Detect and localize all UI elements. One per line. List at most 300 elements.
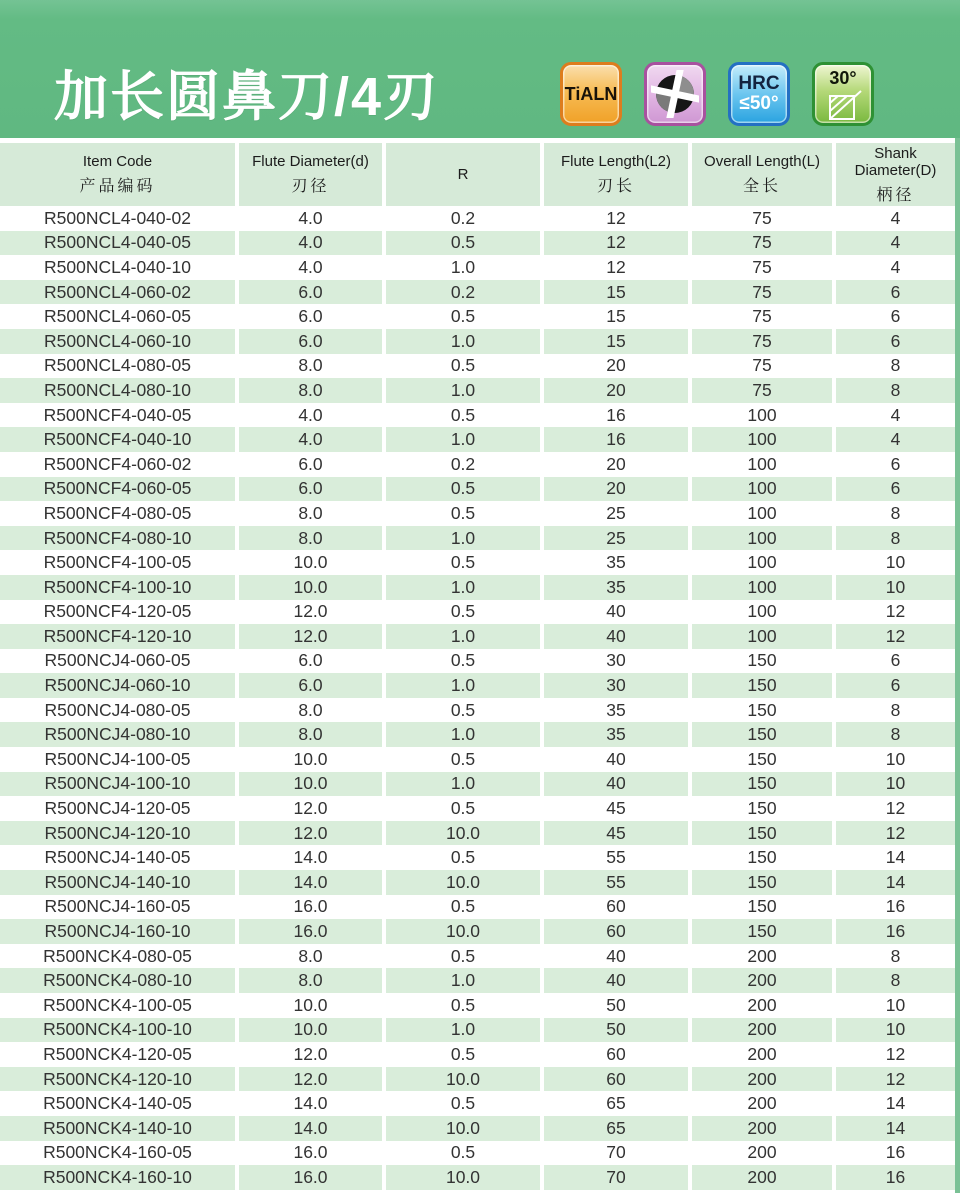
flute-diameter-cell: 16.0 bbox=[237, 895, 384, 920]
shank-diameter-cell: 6 bbox=[834, 452, 955, 477]
item-code-cell: R500NCJ4-080-05 bbox=[44, 699, 191, 720]
table-row bbox=[0, 526, 955, 551]
flute-length-cell: 35 bbox=[542, 575, 690, 600]
hardness-value: ≤50° bbox=[739, 93, 779, 114]
shank-diameter-cell: 6 bbox=[834, 280, 955, 305]
overall-length-cell: 100 bbox=[690, 477, 834, 502]
page-title: 加长圆鼻刀/4刃 bbox=[54, 67, 440, 128]
table-row bbox=[0, 673, 955, 698]
r-cell: 0.5 bbox=[384, 501, 542, 526]
flute-length-cell: 16 bbox=[542, 427, 690, 452]
flute-length-cell: 25 bbox=[542, 501, 690, 526]
r-cell: 10.0 bbox=[384, 870, 542, 895]
shank-diameter-cell: 10 bbox=[834, 993, 955, 1018]
shank-diameter-cell: 14 bbox=[834, 1116, 955, 1141]
table-row bbox=[0, 1116, 955, 1141]
overall-length-cell: 200 bbox=[690, 1042, 834, 1067]
col-header-r: R bbox=[384, 143, 542, 206]
shank-diameter-cell: 10 bbox=[834, 772, 955, 797]
shank-diameter-cell: 8 bbox=[834, 378, 955, 403]
flute-length-cell: 60 bbox=[542, 1042, 690, 1067]
table-row bbox=[0, 600, 955, 625]
item-code-cell: R500NCK4-120-10 bbox=[0, 1067, 237, 1092]
shank-diameter-cell: 12 bbox=[834, 624, 955, 649]
table-row bbox=[0, 747, 955, 772]
page-banner bbox=[0, 0, 960, 138]
flute-length-cell: 55 bbox=[542, 870, 690, 895]
r-cell: 1.0 bbox=[384, 968, 542, 993]
flute-diameter-cell: 8.0 bbox=[237, 944, 384, 969]
badge-hardness bbox=[728, 62, 790, 126]
shank-diameter-cell: 16 bbox=[834, 895, 955, 920]
item-code-cell: R500NCK4-140-05 bbox=[43, 1093, 192, 1114]
flute-diameter-cell: 8.0 bbox=[237, 526, 384, 551]
overall-length-cell: 100 bbox=[690, 600, 834, 625]
overall-length-cell: 150 bbox=[690, 870, 834, 895]
flute-diameter-cell: 4.0 bbox=[237, 403, 384, 428]
shank-diameter-cell: 8 bbox=[834, 354, 955, 379]
overall-length-cell: 100 bbox=[690, 526, 834, 551]
shank-diameter-cell: 4 bbox=[834, 403, 955, 428]
r-cell: 10.0 bbox=[384, 1067, 542, 1092]
flute-length-cell: 35 bbox=[542, 722, 690, 747]
flute-diameter-cell: 6.0 bbox=[237, 673, 384, 698]
table-row bbox=[0, 821, 955, 846]
four-flute-cross-icon bbox=[651, 70, 699, 118]
item-code-cell: R500NCJ4-080-10 bbox=[0, 722, 237, 747]
item-code-cell: R500NCJ4-140-05 bbox=[44, 847, 191, 868]
overall-length-cell: 100 bbox=[690, 452, 834, 477]
table-row bbox=[0, 354, 955, 379]
r-cell: 1.0 bbox=[384, 329, 542, 354]
flute-diameter-cell: 12.0 bbox=[237, 821, 384, 846]
r-cell: 1.0 bbox=[384, 673, 542, 698]
table-row bbox=[0, 378, 955, 403]
r-cell: 0.5 bbox=[384, 403, 542, 428]
item-code-cell: R500NCJ4-120-05 bbox=[44, 798, 191, 819]
table-row bbox=[0, 1018, 955, 1043]
item-code-cell: R500NCL4-060-10 bbox=[0, 329, 237, 354]
flute-length-cell: 40 bbox=[542, 772, 690, 797]
flute-length-cell: 15 bbox=[542, 280, 690, 305]
badge-row bbox=[560, 62, 874, 126]
table-row bbox=[0, 452, 955, 477]
flute-length-cell: 60 bbox=[542, 919, 690, 944]
item-code-cell: R500NCK4-120-05 bbox=[43, 1043, 192, 1064]
shank-diameter-cell: 6 bbox=[834, 673, 955, 698]
flute-diameter-cell: 14.0 bbox=[237, 1091, 384, 1116]
overall-length-cell: 75 bbox=[690, 354, 834, 379]
r-cell: 1.0 bbox=[384, 722, 542, 747]
r-cell: 0.5 bbox=[384, 895, 542, 920]
header-row bbox=[0, 143, 955, 206]
shank-diameter-cell: 12 bbox=[834, 600, 955, 625]
col-header-item-code: Item Code 产品编码 bbox=[0, 143, 237, 206]
overall-length-cell: 200 bbox=[690, 944, 834, 969]
col-header-overall-length: Overall Length(L) 全长 bbox=[690, 143, 834, 206]
item-code-cell: R500NCJ4-100-10 bbox=[0, 772, 237, 797]
r-cell: 1.0 bbox=[384, 1018, 542, 1043]
table-row bbox=[0, 427, 955, 452]
overall-length-cell: 150 bbox=[690, 747, 834, 772]
flute-diameter-cell: 14.0 bbox=[237, 1116, 384, 1141]
item-code-cell: R500NCK4-160-10 bbox=[0, 1165, 237, 1190]
r-cell: 0.2 bbox=[384, 206, 542, 231]
r-cell: 1.0 bbox=[384, 575, 542, 600]
item-code-cell: R500NCF4-120-10 bbox=[0, 624, 237, 649]
overall-length-cell: 75 bbox=[690, 329, 834, 354]
hardness-label: HRC bbox=[738, 73, 780, 95]
item-code-cell: R500NCJ4-060-10 bbox=[0, 673, 237, 698]
shank-diameter-cell: 8 bbox=[834, 698, 955, 723]
item-code-cell: R500NCF4-120-05 bbox=[43, 601, 192, 622]
table-row bbox=[0, 1165, 955, 1190]
r-cell: 10.0 bbox=[384, 821, 542, 846]
r-cell: 0.5 bbox=[384, 698, 542, 723]
overall-length-cell: 100 bbox=[690, 427, 834, 452]
flute-length-cell: 40 bbox=[542, 600, 690, 625]
overall-length-cell: 100 bbox=[690, 575, 834, 600]
overall-length-cell: 200 bbox=[690, 993, 834, 1018]
shank-diameter-cell: 14 bbox=[834, 870, 955, 895]
flute-length-cell: 65 bbox=[542, 1091, 690, 1116]
r-cell: 0.5 bbox=[384, 550, 542, 575]
shank-diameter-cell: 16 bbox=[834, 1141, 955, 1166]
table-row bbox=[0, 649, 955, 674]
r-cell: 0.5 bbox=[384, 1042, 542, 1067]
overall-length-cell: 100 bbox=[690, 403, 834, 428]
r-cell: 0.5 bbox=[384, 796, 542, 821]
flute-length-cell: 25 bbox=[542, 526, 690, 551]
spec-table-wrap bbox=[0, 143, 960, 1190]
shank-diameter-cell: 12 bbox=[834, 796, 955, 821]
item-code-cell: R500NCK4-100-05 bbox=[43, 994, 192, 1015]
shank-diameter-cell: 6 bbox=[834, 329, 955, 354]
flute-length-cell: 50 bbox=[542, 1018, 690, 1043]
shank-diameter-cell: 8 bbox=[834, 722, 955, 747]
table-row bbox=[0, 845, 955, 870]
overall-length-cell: 150 bbox=[690, 919, 834, 944]
flute-diameter-cell: 12.0 bbox=[237, 624, 384, 649]
flute-diameter-cell: 12.0 bbox=[237, 1042, 384, 1067]
shank-diameter-cell: 4 bbox=[834, 231, 955, 256]
item-code-cell: R500NCJ4-160-10 bbox=[0, 919, 237, 944]
table-row bbox=[0, 919, 955, 944]
r-cell: 10.0 bbox=[384, 1165, 542, 1190]
flute-length-cell: 30 bbox=[542, 673, 690, 698]
overall-length-cell: 100 bbox=[690, 624, 834, 649]
overall-length-cell: 150 bbox=[690, 698, 834, 723]
overall-length-cell: 75 bbox=[690, 304, 834, 329]
item-code-cell: R500NCF4-060-02 bbox=[43, 453, 192, 474]
item-code-cell: R500NCJ4-060-05 bbox=[44, 650, 191, 671]
item-code-cell: R500NCK4-080-10 bbox=[0, 968, 237, 993]
r-cell: 0.5 bbox=[384, 304, 542, 329]
item-code-cell: R500NCJ4-100-05 bbox=[44, 748, 191, 769]
flute-diameter-cell: 8.0 bbox=[237, 378, 384, 403]
flute-length-cell: 35 bbox=[542, 698, 690, 723]
shank-diameter-cell: 10 bbox=[834, 1018, 955, 1043]
flute-diameter-cell: 10.0 bbox=[237, 1018, 384, 1043]
item-code-cell: R500NCF4-040-05 bbox=[43, 404, 192, 425]
item-code-cell: R500NCF4-080-10 bbox=[0, 526, 237, 551]
r-cell: 1.0 bbox=[384, 624, 542, 649]
shank-diameter-cell: 8 bbox=[834, 944, 955, 969]
flute-diameter-cell: 8.0 bbox=[237, 354, 384, 379]
flute-length-cell: 55 bbox=[542, 845, 690, 870]
item-code-cell: R500NCF4-040-10 bbox=[0, 427, 237, 452]
flute-length-cell: 12 bbox=[542, 231, 690, 256]
shank-diameter-cell: 4 bbox=[834, 206, 955, 231]
table-row bbox=[0, 575, 955, 600]
table-row bbox=[0, 255, 955, 280]
flute-diameter-cell: 10.0 bbox=[237, 575, 384, 600]
table-row bbox=[0, 231, 955, 256]
r-cell: 0.5 bbox=[384, 1091, 542, 1116]
flute-diameter-cell: 6.0 bbox=[237, 280, 384, 305]
flute-diameter-cell: 4.0 bbox=[237, 427, 384, 452]
flute-diameter-cell: 4.0 bbox=[237, 206, 384, 231]
overall-length-cell: 150 bbox=[690, 722, 834, 747]
shank-diameter-cell: 4 bbox=[834, 255, 955, 280]
helix-angle-label: 30° bbox=[829, 68, 857, 88]
flute-diameter-cell: 14.0 bbox=[237, 845, 384, 870]
r-cell: 1.0 bbox=[384, 378, 542, 403]
overall-length-cell: 200 bbox=[690, 1091, 834, 1116]
flute-length-cell: 45 bbox=[542, 796, 690, 821]
helix-angle-icon bbox=[823, 89, 863, 121]
r-cell: 0.5 bbox=[384, 477, 542, 502]
spec-table-body bbox=[0, 206, 955, 1190]
r-cell: 0.5 bbox=[384, 1141, 542, 1166]
col-header-shank-diameter: Shank Diameter(D) 柄径 bbox=[834, 143, 955, 206]
item-code-cell: R500NCL4-080-10 bbox=[0, 378, 237, 403]
overall-length-cell: 200 bbox=[690, 1067, 834, 1092]
r-cell: 0.5 bbox=[384, 747, 542, 772]
shank-diameter-cell: 8 bbox=[834, 526, 955, 551]
item-code-cell: R500NCF4-100-05 bbox=[43, 552, 192, 573]
item-code-cell: R500NCK4-080-05 bbox=[43, 945, 192, 966]
table-row bbox=[0, 968, 955, 993]
flute-diameter-cell: 4.0 bbox=[237, 231, 384, 256]
flute-length-cell: 40 bbox=[542, 968, 690, 993]
flute-diameter-cell: 6.0 bbox=[237, 477, 384, 502]
overall-length-cell: 150 bbox=[690, 821, 834, 846]
table-row bbox=[0, 501, 955, 526]
flute-length-cell: 70 bbox=[542, 1141, 690, 1166]
flute-length-cell: 30 bbox=[542, 649, 690, 674]
coating-label: TiALN bbox=[564, 83, 618, 104]
flute-diameter-cell: 12.0 bbox=[237, 600, 384, 625]
item-code-cell: R500NCJ4-120-10 bbox=[0, 821, 237, 846]
shank-diameter-cell: 6 bbox=[834, 304, 955, 329]
item-code-cell: R500NCL4-040-05 bbox=[0, 231, 237, 256]
table-row bbox=[0, 280, 955, 305]
badge-coating-tialn bbox=[560, 62, 622, 126]
flute-diameter-cell: 10.0 bbox=[237, 993, 384, 1018]
flute-diameter-cell: 14.0 bbox=[237, 870, 384, 895]
shank-diameter-cell: 6 bbox=[834, 649, 955, 674]
flute-length-cell: 60 bbox=[542, 895, 690, 920]
flute-diameter-cell: 12.0 bbox=[237, 1067, 384, 1092]
table-row bbox=[0, 772, 955, 797]
shank-diameter-cell: 12 bbox=[834, 1067, 955, 1092]
table-row bbox=[0, 895, 955, 920]
item-code-cell: R500NCK4-100-10 bbox=[0, 1018, 237, 1043]
overall-length-cell: 75 bbox=[690, 231, 834, 256]
flute-length-cell: 15 bbox=[542, 329, 690, 354]
shank-diameter-cell: 10 bbox=[834, 550, 955, 575]
r-cell: 0.5 bbox=[384, 993, 542, 1018]
r-cell: 1.0 bbox=[384, 772, 542, 797]
r-cell: 1.0 bbox=[384, 526, 542, 551]
r-cell: 10.0 bbox=[384, 919, 542, 944]
r-cell: 0.2 bbox=[384, 280, 542, 305]
table-row bbox=[0, 1042, 955, 1067]
overall-length-cell: 75 bbox=[690, 280, 834, 305]
table-row bbox=[0, 624, 955, 649]
r-cell: 10.0 bbox=[384, 1116, 542, 1141]
item-code-cell: R500NCL4-080-05 bbox=[44, 355, 191, 376]
r-cell: 0.5 bbox=[384, 944, 542, 969]
flute-diameter-cell: 4.0 bbox=[237, 255, 384, 280]
flute-length-cell: 40 bbox=[542, 747, 690, 772]
flute-length-cell: 35 bbox=[542, 550, 690, 575]
overall-length-cell: 100 bbox=[690, 550, 834, 575]
flute-length-cell: 50 bbox=[542, 993, 690, 1018]
flute-diameter-cell: 12.0 bbox=[237, 796, 384, 821]
flute-length-cell: 70 bbox=[542, 1165, 690, 1190]
item-code-cell: R500NCJ4-160-05 bbox=[44, 896, 191, 917]
overall-length-cell: 150 bbox=[690, 649, 834, 674]
flute-diameter-cell: 10.0 bbox=[237, 550, 384, 575]
r-cell: 0.5 bbox=[384, 231, 542, 256]
col-header-flute-length: Flute Length(L2) 刃长 bbox=[542, 143, 690, 206]
table-row bbox=[0, 944, 955, 969]
r-cell: 0.5 bbox=[384, 845, 542, 870]
flute-length-cell: 40 bbox=[542, 944, 690, 969]
flute-length-cell: 20 bbox=[542, 378, 690, 403]
overall-length-cell: 200 bbox=[690, 1141, 834, 1166]
overall-length-cell: 100 bbox=[690, 501, 834, 526]
shank-diameter-cell: 6 bbox=[834, 477, 955, 502]
flute-diameter-cell: 6.0 bbox=[237, 329, 384, 354]
table-row bbox=[0, 722, 955, 747]
shank-diameter-cell: 4 bbox=[834, 427, 955, 452]
flute-length-cell: 20 bbox=[542, 477, 690, 502]
flute-diameter-cell: 6.0 bbox=[237, 649, 384, 674]
table-row bbox=[0, 993, 955, 1018]
r-cell: 0.5 bbox=[384, 649, 542, 674]
shank-diameter-cell: 12 bbox=[834, 821, 955, 846]
flute-length-cell: 65 bbox=[542, 1116, 690, 1141]
overall-length-cell: 150 bbox=[690, 895, 834, 920]
item-code-cell: R500NCJ4-140-10 bbox=[0, 870, 237, 895]
shank-diameter-cell: 12 bbox=[834, 1042, 955, 1067]
overall-length-cell: 150 bbox=[690, 796, 834, 821]
item-code-cell: R500NCL4-060-02 bbox=[0, 280, 237, 305]
flute-diameter-cell: 6.0 bbox=[237, 304, 384, 329]
flute-length-cell: 12 bbox=[542, 255, 690, 280]
flute-diameter-cell: 16.0 bbox=[237, 1165, 384, 1190]
flute-diameter-cell: 8.0 bbox=[237, 722, 384, 747]
flute-length-cell: 40 bbox=[542, 624, 690, 649]
item-code-cell: R500NCF4-100-10 bbox=[0, 575, 237, 600]
item-code-cell: R500NCK4-160-05 bbox=[43, 1142, 192, 1163]
flute-length-cell: 45 bbox=[542, 821, 690, 846]
table-row bbox=[0, 206, 955, 231]
r-cell: 0.5 bbox=[384, 354, 542, 379]
table-row bbox=[0, 870, 955, 895]
overall-length-cell: 200 bbox=[690, 968, 834, 993]
flute-length-cell: 16 bbox=[542, 403, 690, 428]
overall-length-cell: 150 bbox=[690, 845, 834, 870]
overall-length-cell: 200 bbox=[690, 1116, 834, 1141]
item-code-cell: R500NCF4-080-05 bbox=[43, 502, 192, 523]
flute-length-cell: 20 bbox=[542, 354, 690, 379]
table-row bbox=[0, 698, 955, 723]
shank-diameter-cell: 10 bbox=[834, 747, 955, 772]
shank-diameter-cell: 8 bbox=[834, 968, 955, 993]
shank-diameter-cell: 16 bbox=[834, 919, 955, 944]
flute-diameter-cell: 10.0 bbox=[237, 772, 384, 797]
item-code-cell: R500NCK4-140-10 bbox=[0, 1116, 237, 1141]
flute-diameter-cell: 8.0 bbox=[237, 968, 384, 993]
badge-helix-angle bbox=[812, 62, 874, 126]
overall-length-cell: 150 bbox=[690, 772, 834, 797]
flute-diameter-cell: 6.0 bbox=[237, 452, 384, 477]
item-code-cell: R500NCF4-060-05 bbox=[0, 477, 237, 502]
table-row bbox=[0, 477, 955, 502]
overall-length-cell: 75 bbox=[690, 378, 834, 403]
table-row bbox=[0, 1141, 955, 1166]
col-header-flute-diameter: Flute Diameter(d) 刃径 bbox=[237, 143, 384, 206]
r-cell: 1.0 bbox=[384, 255, 542, 280]
spec-table bbox=[0, 143, 955, 1190]
shank-diameter-cell: 16 bbox=[834, 1165, 955, 1190]
table-row bbox=[0, 796, 955, 821]
spec-table-header bbox=[0, 143, 955, 206]
flute-length-cell: 12 bbox=[542, 206, 690, 231]
overall-length-cell: 75 bbox=[690, 255, 834, 280]
overall-length-cell: 150 bbox=[690, 673, 834, 698]
flute-length-cell: 20 bbox=[542, 452, 690, 477]
table-row bbox=[0, 1067, 955, 1092]
item-code-cell: R500NCL4-040-10 bbox=[44, 256, 191, 277]
shank-diameter-cell: 14 bbox=[834, 1091, 955, 1116]
flute-length-cell: 60 bbox=[542, 1067, 690, 1092]
item-code-cell: R500NCL4-040-02 bbox=[44, 207, 191, 228]
overall-length-cell: 200 bbox=[690, 1018, 834, 1043]
badge-four-flute bbox=[644, 62, 706, 126]
r-cell: 0.5 bbox=[384, 600, 542, 625]
flute-diameter-cell: 8.0 bbox=[237, 698, 384, 723]
flute-diameter-cell: 16.0 bbox=[237, 1141, 384, 1166]
flute-diameter-cell: 10.0 bbox=[237, 747, 384, 772]
table-row bbox=[0, 403, 955, 428]
table-row bbox=[0, 304, 955, 329]
shank-diameter-cell: 8 bbox=[834, 501, 955, 526]
flute-diameter-cell: 16.0 bbox=[237, 919, 384, 944]
r-cell: 1.0 bbox=[384, 427, 542, 452]
table-row bbox=[0, 1091, 955, 1116]
flute-length-cell: 15 bbox=[542, 304, 690, 329]
shank-diameter-cell: 14 bbox=[834, 845, 955, 870]
flute-diameter-cell: 8.0 bbox=[237, 501, 384, 526]
overall-length-cell: 200 bbox=[690, 1165, 834, 1190]
r-cell: 0.2 bbox=[384, 452, 542, 477]
overall-length-cell: 75 bbox=[690, 206, 834, 231]
